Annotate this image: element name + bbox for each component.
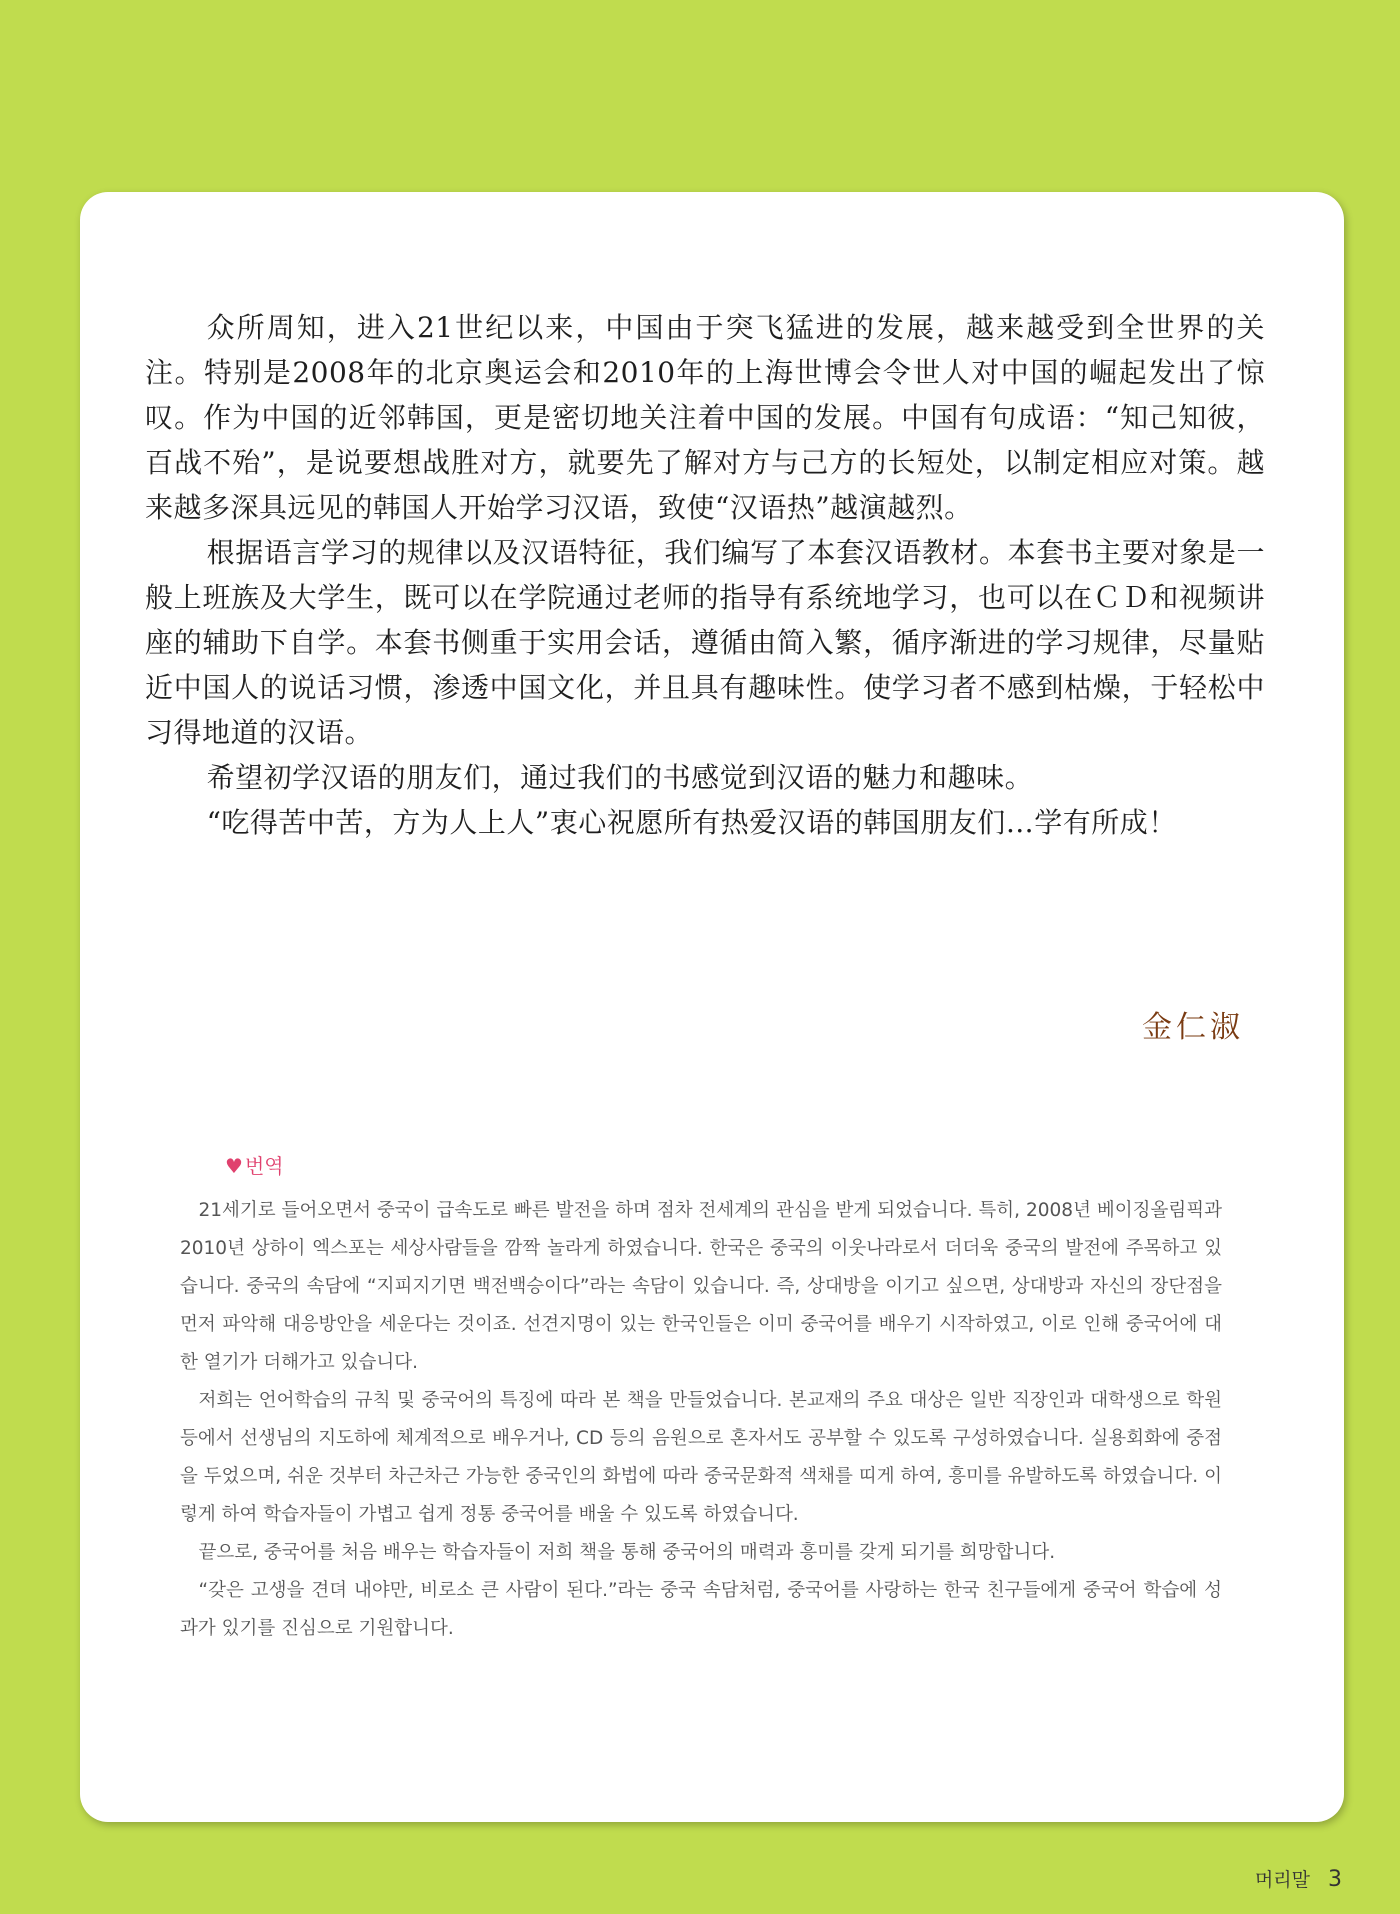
chinese-preface-text: [145, 305, 1265, 845]
chinese-paragraph-4: “吃得苦中苦，方为人上人”衷心祝愿所有热爱汉语的韩国朋友们…学有所成！: [206, 806, 1177, 839]
chinese-paragraph-3: 希望初学汉语的朋友们，通过我们的书感觉到汉语的魅力和趣味。: [206, 761, 1034, 794]
korean-paragraph-4: “갖은 고생을 견뎌 내야만, 비로소 큰 사람이 된다.”라는 중국 속담처럼, 중국어를 사랑하는 한국 친구들에게 중국어 학습에 성과가 있기를 진심으로 기원합니다.: [180, 1580, 1222, 1639]
korean-paragraph-2: 저희는 언어학습의 규칙 및 중국어의 특징에 따라 본 책을 만들었습니다. 본교재의 주요 대상은 일반 직장인과 대학생으로 학원 등에서 선생님의 지도하에 체계적으로 배우거나, CD 등의 음원으로 혼자서도 공부할 수 있도록 구성하였습니다. 실용회화에 중점을 두었으며, 쉬운 것부터 차근차근 가능한 중국인의 화법에 따라 중국문화적 색채를 띠게 하여, 흥미를 유발하도록 하였습니다. 이렇게 하여 학습자들이 가볍고 쉽게 정통 중국어를 배울 수 있도록 하였습니다.: [180, 1390, 1222, 1525]
page-number: 3: [1328, 1867, 1342, 1892]
chinese-paragraph-2: 根据语言学习的规律以及汉语特征，我们编写了本套汉语教材。本套书主要对象是一般上班族及大学生，既可以在学院通过老师的指导有系统地学习，也可以在ＣＤ和视频讲座的辅助下自学。本套书侧重于实用会话，遵循由简入繁，循序渐进的学习规律，尽量贴近中国人的说话习惯，渗透中国文化，并且具有趣味性。使学习者不感到枯燥，于轻松中习得地道的汉语。: [145, 536, 1265, 749]
korean-translation-text: [180, 1192, 1222, 1648]
heart-icon: ♥: [225, 1154, 243, 1178]
preface-card: [80, 192, 1344, 1822]
page-footer: [1255, 1865, 1342, 1892]
translation-heading-label: 번역: [244, 1154, 284, 1178]
translation-heading: [225, 1150, 284, 1179]
section-label: 머리말: [1254, 1869, 1310, 1891]
korean-paragraph-3: 끝으로, 중국어를 처음 배우는 학습자들이 저희 책을 통해 중국어의 매력과 흥미를 갖게 되기를 희망합니다.: [198, 1542, 1056, 1563]
korean-paragraph-1: 21세기로 들어오면서 중국이 급속도로 빠른 발전을 하며 점차 전세계의 관심을 받게 되었습니다. 특히, 2008년 베이징올림픽과 2010년 상하이 엑스포는 세상사람들을 깜짝 놀라게 하였습니다. 한국은 중국의 이웃나라로서 더더욱 중국의 발전에 주목하고 있습니다. 중국의 속담에 “지피지기면 백전백승이다”라는 속담이 있습니다. 즉, 상대방을 이기고 싶으면, 상대방과 자신의 장단점을 먼저 파악해 대응방안을 세운다는 것이죠. 선견지명이 있는 한국인들은 이미 중국어를 배우기 시작하였고, 이로 인해 중국어에 대한 열기가 더해가고 있습니다.: [180, 1200, 1222, 1373]
author-signature: 金仁淑: [1142, 1010, 1244, 1045]
chinese-paragraph-1: 众所周知，进入21世纪以来，中国由于突飞猛进的发展，越来越受到全世界的关注。特别是2008年的北京奥运会和2010年的上海世博会令世人对中国的崛起发出了惊叹。作为中国的近邻韩国，更是密切地关注着中国的发展。中国有句成语：“知己知彼，百战不殆”，是说要想战胜对方，就要先了解对方与己方的长短处，以制定相应对策。越来越多深具远见的韩国人开始学习汉语，致使“汉语热”越演越烈。: [145, 311, 1265, 524]
